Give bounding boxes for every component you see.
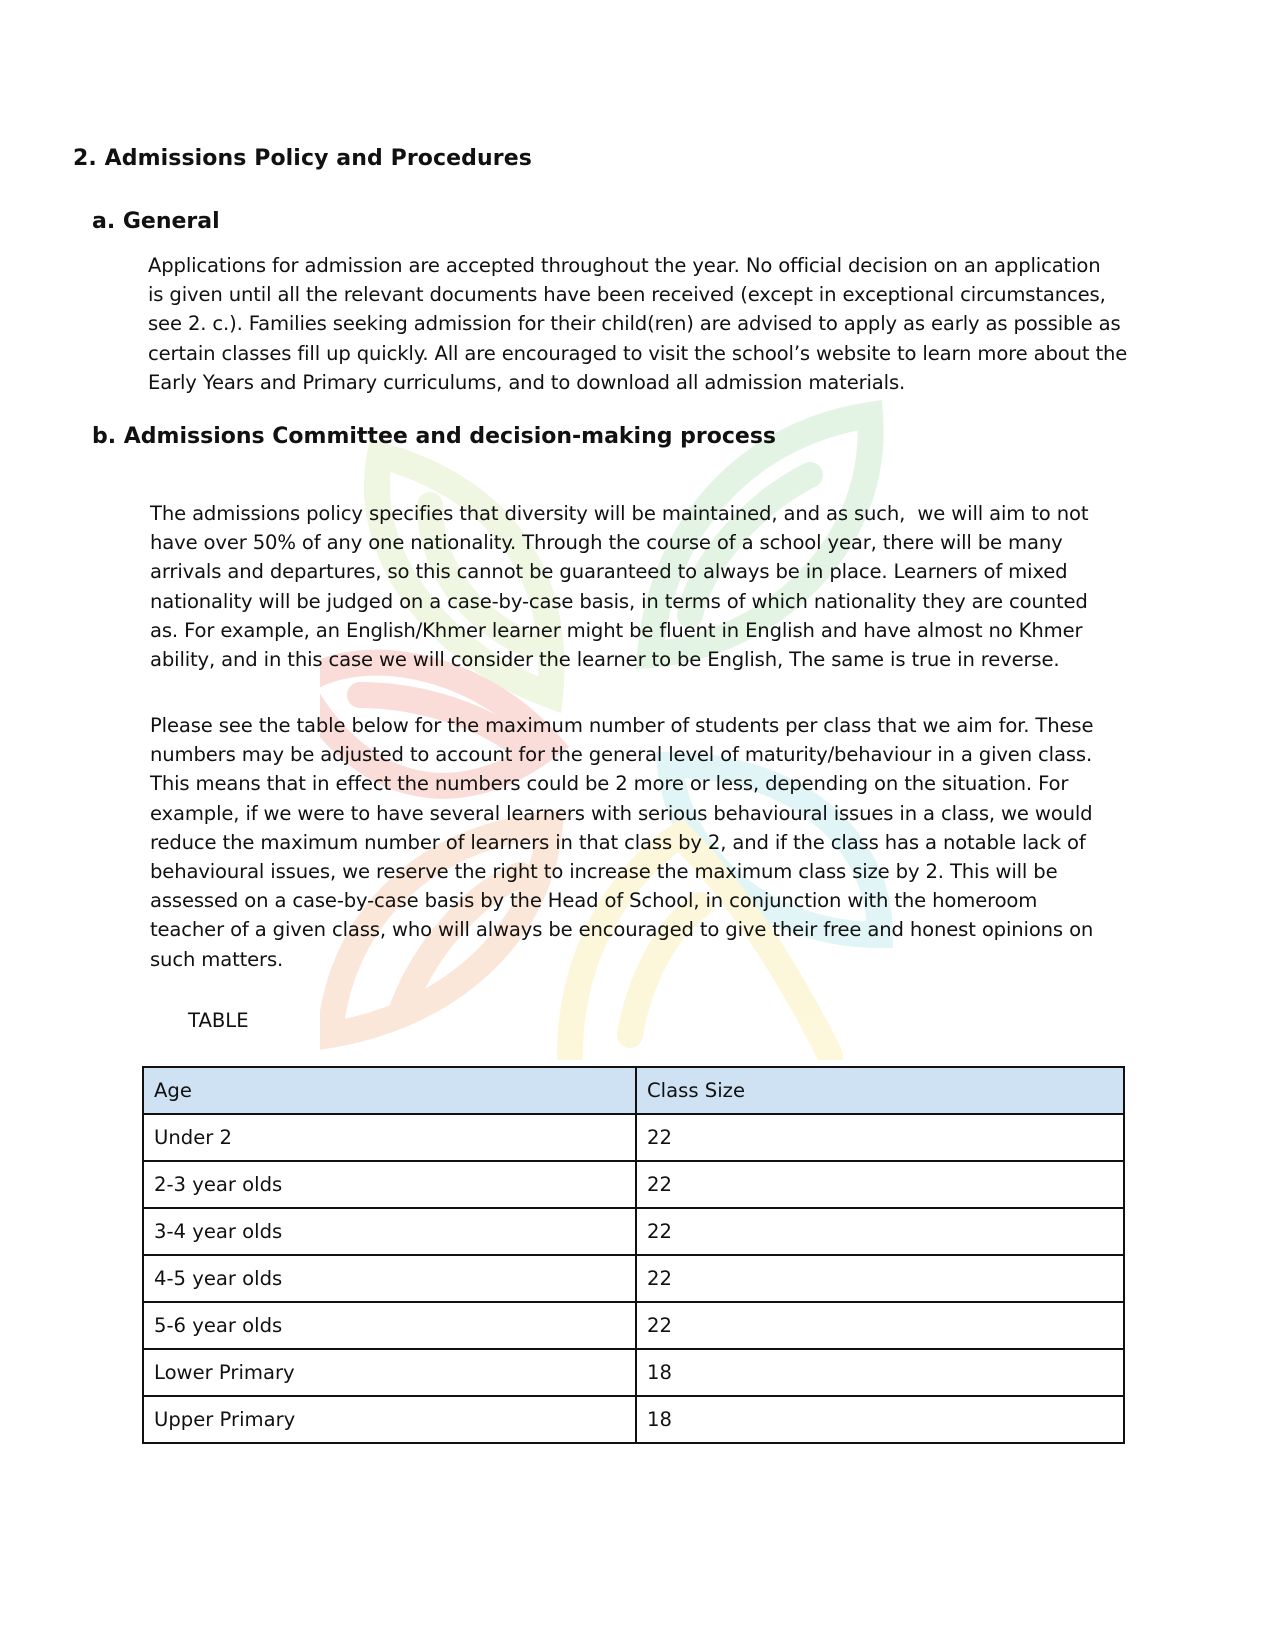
table-header-row bbox=[143, 1067, 1124, 1114]
table-row bbox=[143, 1208, 1124, 1255]
text-line: The admissions policy specifies that diversity will be maintained, and as such, we will aim to not bbox=[150, 502, 1089, 525]
cell-class-size: 22 bbox=[636, 1114, 1124, 1161]
cell-age: 4-5 year olds bbox=[143, 1255, 636, 1302]
cell-age: Under 2 bbox=[143, 1114, 636, 1161]
table-row bbox=[143, 1396, 1124, 1443]
section-heading: 2. Admissions Policy and Procedures bbox=[73, 146, 532, 171]
text-line: reduce the maximum number of learners in that class by 2, and if the class has a notable lack of bbox=[150, 830, 1086, 854]
text-line: example, if we were to have several learners with serious behavioural issues in a class, we would bbox=[150, 801, 1093, 825]
table-row bbox=[143, 1302, 1124, 1349]
table-row bbox=[143, 1161, 1124, 1208]
cell-class-size: 22 bbox=[636, 1255, 1124, 1302]
text-line: nationality will be judged on a case-by-case basis, in terms of which nationality they are counted bbox=[150, 589, 1088, 613]
text-line: assessed on a case-by-case basis by the Head of School, in conjunction with the homeroom bbox=[150, 889, 1038, 913]
text-line: see 2. c.). Families seeking admission for their child(ren) are advised to apply as early as possible as bbox=[148, 312, 1121, 336]
text-line: certain classes fill up quickly. All are encouraged to visit the school’s website to learn more about the bbox=[148, 341, 1128, 365]
table-row bbox=[143, 1255, 1124, 1302]
header-class-size: Class Size bbox=[636, 1067, 1124, 1114]
text-line: Please see the table below for the maximum number of students per class that we aim for. These bbox=[150, 714, 1094, 737]
general-heading: a. General bbox=[92, 209, 220, 234]
cell-class-size: 18 bbox=[636, 1349, 1124, 1396]
cell-class-size: 22 bbox=[636, 1208, 1124, 1255]
general-paragraph bbox=[148, 251, 1127, 397]
cell-age: 3-4 year olds bbox=[143, 1208, 636, 1255]
table-row bbox=[143, 1349, 1124, 1396]
table-label: TABLE bbox=[188, 1009, 249, 1032]
text-line: Early Years and Primary curriculums, and to download all admission materials. bbox=[148, 370, 906, 394]
text-line: arrivals and departures, so this cannot be guaranteed to always be in place. Learners of mixed bbox=[150, 560, 1068, 584]
text-line: such matters. bbox=[150, 947, 284, 971]
text-line: is given until all the relevant documents have been received (except in exceptional circumstances, bbox=[148, 283, 1106, 307]
cell-class-size: 22 bbox=[636, 1161, 1124, 1208]
header-age: Age bbox=[143, 1067, 636, 1114]
text-line: behavioural issues, we reserve the right to increase the maximum class size by 2. This will be bbox=[150, 860, 1058, 884]
text-line: numbers may be adjusted to account for the general level of maturity/behaviour in a given class. bbox=[150, 743, 1093, 767]
committee-heading: b. Admissions Committee and decision-making process bbox=[92, 424, 777, 449]
cell-age: 5-6 year olds bbox=[143, 1302, 636, 1349]
cell-class-size: 22 bbox=[636, 1302, 1124, 1349]
diversity-paragraph bbox=[150, 499, 1088, 674]
table-row bbox=[143, 1114, 1124, 1161]
cell-class-size: 18 bbox=[636, 1396, 1124, 1443]
class-size-paragraph bbox=[150, 711, 1093, 974]
cell-age: Upper Primary bbox=[143, 1396, 636, 1443]
class-size-table bbox=[142, 1066, 1125, 1444]
text-line: This means that in effect the numbers could be 2 more or less, depending on the situation. For bbox=[150, 772, 1069, 796]
text-line: as. For example, an English/Khmer learner might be fluent in English and have almost no Khmer bbox=[150, 618, 1083, 642]
text-line: ability, and in this case we will consider the learner to be English, The same is true in reverse. bbox=[150, 648, 1060, 672]
text-line: have over 50% of any one nationality. Through the course of a school year, there will be many bbox=[150, 531, 1063, 555]
text-line: teacher of a given class, who will always be encouraged to give their free and honest opinions on bbox=[150, 918, 1094, 942]
cell-age: 2-3 year olds bbox=[143, 1161, 636, 1208]
cell-age: Lower Primary bbox=[143, 1349, 636, 1396]
text-line: Applications for admission are accepted throughout the year. No official decision on an application bbox=[148, 254, 1101, 277]
